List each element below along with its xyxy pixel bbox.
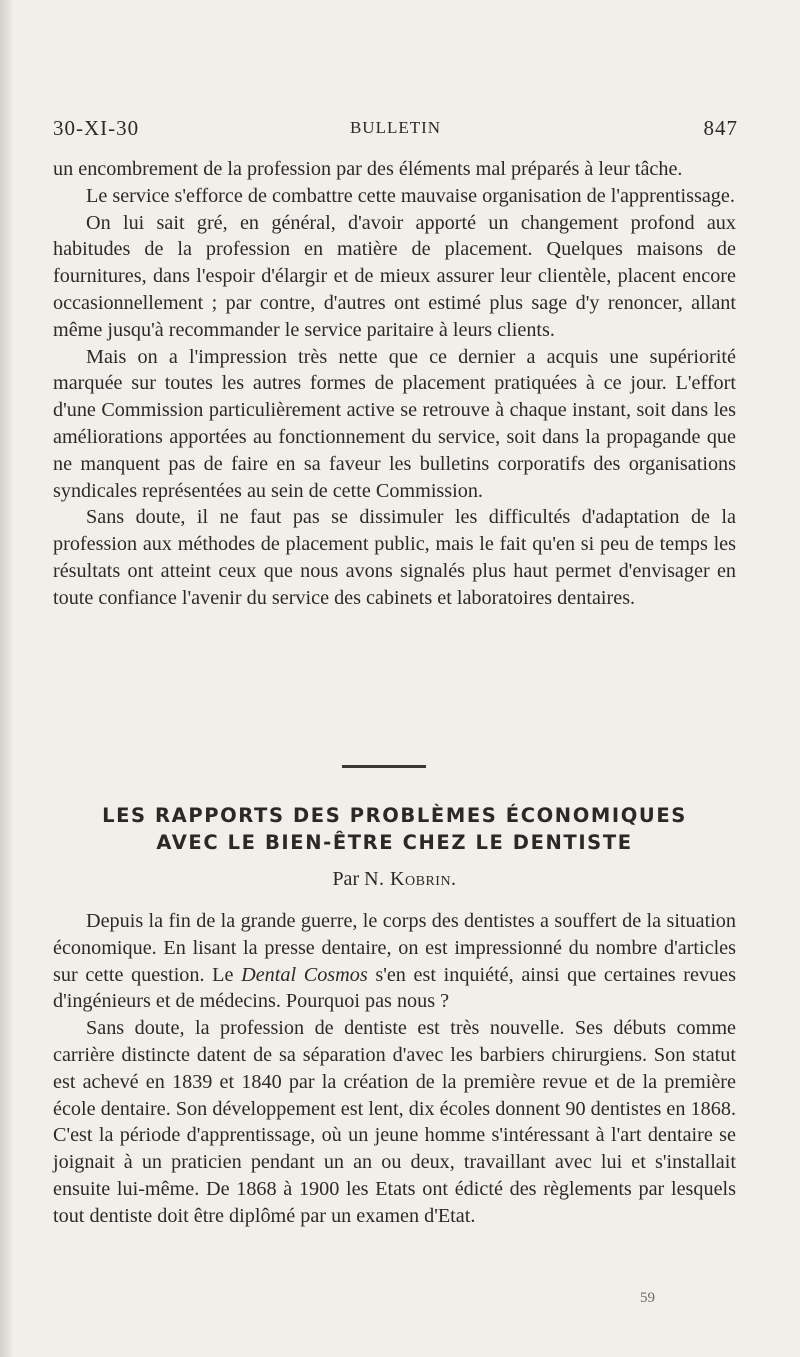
paragraph: Sans doute, il ne faut pas se dissimuler les difficultés d'adaptation de la profession aux méthodes de placement public, mais le fait qu'en si peu de temps les résultats ont atteint ceux que nous avons signalés plus haut permet d'envisager en toute confiance l'avenir du service des cabinets et laboratoires dentaires. xyxy=(53,506,736,609)
paragraph xyxy=(53,908,736,1015)
page-edge-shadow xyxy=(0,0,14,1357)
continued-article-text xyxy=(53,156,736,612)
article-title xyxy=(53,802,736,856)
signature-mark: 59 xyxy=(640,1290,655,1306)
article-title-line-1: LES RAPPORTS DES PROBLÈMES ÉCONOMIQUES xyxy=(102,804,687,827)
section-divider xyxy=(342,765,426,768)
running-head xyxy=(53,116,738,146)
paragraph: un encombrement de la profession par des éléments mal préparés à leur tâche. xyxy=(53,158,683,180)
paragraph-text: s'en est inquiété, ainsi que certaines revues d'ingénieurs et de médecins. Pourquoi pas nous ? xyxy=(53,963,736,1013)
page-number: 847 xyxy=(703,116,738,140)
paragraph: Le service s'efforce de combattre cette mauvaise organisation de l'apprentissage. xyxy=(86,184,735,207)
byline-prefix: Par xyxy=(332,868,360,890)
byline-author: N. Kobrin. xyxy=(364,868,457,890)
article-body xyxy=(53,908,736,1230)
paragraph: Mais on a l'impression très nette que ce dernier a acquis une supériorité marquée sur toutes les autres formes de placement pratiquées à ce jour. L'effort d'une Commission particulièrement active se retrouve à chaque instant, soit dans les améliorations apportées au fonctionnement du service, soit dans la propagande que ne manquent pas de faire en sa faveur les bulletins corporatifs des organisations syndicales représentées au sein de cette Commission. xyxy=(53,345,736,502)
byline xyxy=(53,868,736,891)
article-title-line-2: AVEC LE BIEN-ÊTRE CHEZ LE DENTISTE xyxy=(156,831,633,854)
paragraph: On lui sait gré, en général, d'avoir apporté un changement profond aux habitudes de la profession en matière de placement. Quelques maisons de fournitures, dans l'espoir d'élargir et de mieux assurer leur clientèle, placent encore occasionnellement ; par contre, d'autres ont estimé plus sage d'y renoncer, allant même jusqu'à recommander le service paritaire à leurs clients. xyxy=(53,211,736,341)
issue-date: 30-XI-30 xyxy=(53,116,140,140)
paragraph: Sans doute, la profession de dentiste est très nouvelle. Ses débuts comme carrière distincte datent de sa séparation d'avec les barbiers chirurgiens. Son statut est achevé en 1839 et 1840 par la création de la première revue et de la première école dentaire. Son développement est lent, dix écoles donnent 90 dentistes en 1868. C'est la période d'apprentissage, où un jeune homme s'intéressant à l'art dentaire se joignait à un praticien pendant un an ou deux, travaillant avec lui et s'installait ensuite lui-même. De 1868 à 1900 les Etats ont édicté des règlements par lesquels tout dentiste doit être diplômé par un examen d'Etat. xyxy=(53,1017,736,1227)
journal-title: BULLETIN xyxy=(349,118,442,137)
paragraph-text: Depuis la fin de la grande guerre, le corps des dentistes a souffert de la situation économique. En lisant la presse dentaire, on est impressionné du nombre d'articles sur cette question. Le xyxy=(53,910,736,986)
journal-name: Dental Cosmos xyxy=(241,963,368,986)
